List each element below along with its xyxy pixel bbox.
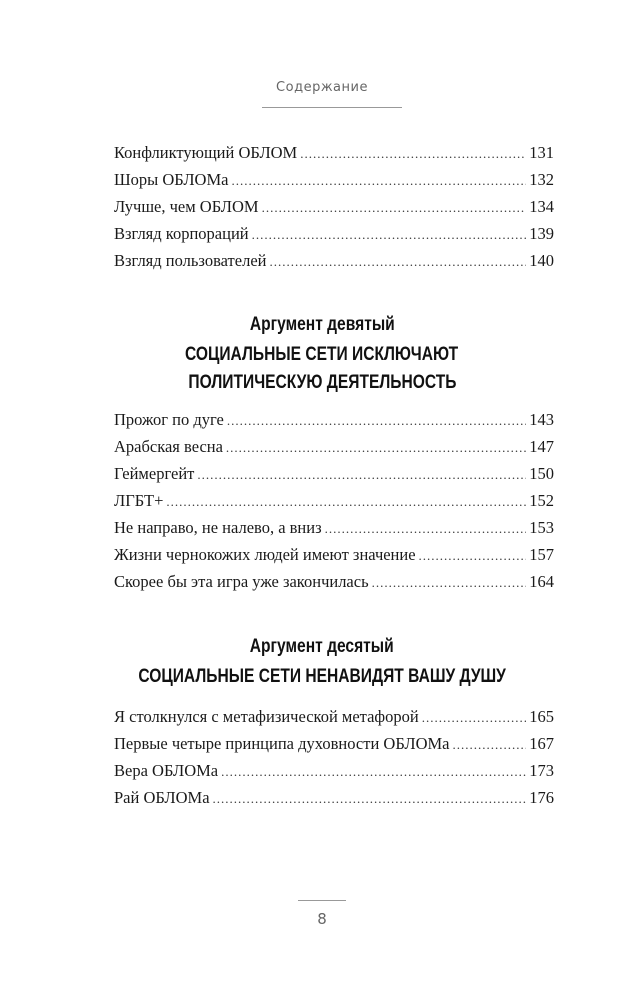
toc-leader-dots (419, 542, 527, 569)
toc-entry[interactable] (114, 730, 554, 757)
argument9-title-line1-text: СОЦИАЛЬНЫЕ СЕТИ ИСКЛЮЧАЮТ (185, 344, 459, 365)
toc-leader-dots (252, 221, 527, 248)
toc-entry-title: ЛГБТ+ (114, 491, 164, 510)
toc-leader-dots (213, 785, 527, 812)
toc-list-argument9 (114, 406, 554, 595)
toc-entry[interactable] (114, 703, 554, 730)
toc-leader-dots (197, 461, 526, 488)
toc-entry[interactable] (114, 247, 554, 274)
toc-entry-page: 167 (529, 734, 554, 753)
running-head-rule (262, 107, 402, 108)
folio-rule (298, 900, 346, 901)
toc-entry[interactable] (114, 784, 554, 811)
toc-entry[interactable] (114, 193, 554, 220)
toc-entry-title: Рай ОБЛОМа (114, 788, 210, 807)
toc-entry[interactable] (114, 460, 554, 487)
argument9-title-line1 (0, 341, 644, 368)
toc-entry-page: 140 (529, 251, 554, 270)
toc-entry[interactable] (114, 514, 554, 541)
running-head: Содержание (276, 80, 368, 95)
argument10-title (0, 663, 644, 690)
toc-leader-dots (372, 569, 527, 596)
toc-entry[interactable] (114, 568, 554, 595)
toc-entry-title: Взгляд корпораций (114, 224, 249, 243)
toc-leader-dots (166, 488, 526, 515)
argument10-label-text: Аргумент десятый (250, 636, 394, 657)
toc-entry-title: Вера ОБЛОМа (114, 761, 219, 780)
toc-entry-title: Я столкнулся с метафизической метафорой (114, 707, 419, 726)
toc-entry[interactable] (114, 541, 554, 568)
toc-entry-page: 132 (529, 170, 554, 189)
toc-entry[interactable] (114, 166, 554, 193)
argument9-label (0, 311, 644, 338)
toc-entry[interactable] (114, 139, 554, 166)
toc-leader-dots (452, 731, 526, 758)
toc-entry-title: Геймергейт (114, 464, 195, 483)
toc-leader-dots (227, 407, 526, 434)
argument10-title-text: СОЦИАЛЬНЫЕ СЕТИ НЕНАВИДЯТ ВАШУ ДУШУ (138, 666, 506, 687)
toc-entry-page: 134 (529, 197, 554, 216)
argument10-label (0, 633, 644, 660)
toc-entry-title: Конфликтующий ОБЛОМ (114, 143, 298, 162)
toc-entry-page: 176 (529, 788, 554, 807)
toc-entry[interactable] (114, 433, 554, 460)
argument9-title-line2-text: ПОЛИТИЧЕСКУЮ ДЕЯТЕЛЬНОСТЬ (187, 372, 457, 393)
toc-leader-dots (226, 434, 526, 461)
toc-entry[interactable] (114, 757, 554, 784)
argument9-label-text: Аргумент девятый (249, 314, 395, 335)
page-number: 8 (317, 910, 327, 928)
toc-list-top (114, 139, 554, 274)
toc-entry-title: Прожог по дуге (114, 410, 224, 429)
toc-entry-title: Первые четыре принципа духовности ОБЛОМа (114, 734, 450, 753)
toc-entry-page: 164 (529, 572, 554, 591)
toc-entry-title: Арабская весна (114, 437, 223, 456)
toc-entry-page: 139 (529, 224, 554, 243)
toc-entry-page: 173 (529, 761, 554, 780)
toc-entry-page: 152 (529, 491, 554, 510)
toc-leader-dots (422, 704, 527, 731)
toc-entry-page: 153 (529, 518, 554, 537)
toc-entry[interactable] (114, 406, 554, 433)
toc-entry-page: 165 (529, 707, 554, 726)
toc-entry-title: Шоры ОБЛОМа (114, 170, 229, 189)
toc-entry-page: 143 (529, 410, 554, 429)
toc-entry-title: Взгляд пользователей (114, 251, 267, 270)
toc-entry-page: 147 (529, 437, 554, 456)
toc-entry[interactable] (114, 487, 554, 514)
toc-leader-dots (221, 758, 526, 785)
toc-entry[interactable] (114, 220, 554, 247)
toc-leader-dots (325, 515, 527, 542)
toc-entry-page: 150 (529, 464, 554, 483)
toc-leader-dots (262, 194, 527, 221)
toc-leader-dots (300, 140, 526, 167)
toc-entry-title: Не направо, не налево, а вниз (114, 518, 322, 537)
toc-entry-title: Жизни чернокожих людей имеют значение (114, 545, 416, 564)
toc-entry-page: 157 (529, 545, 554, 564)
toc-leader-dots (269, 248, 526, 275)
argument9-title-line2 (0, 369, 644, 396)
toc-leader-dots (231, 167, 526, 194)
toc-entry-title: Лучше, чем ОБЛОМ (114, 197, 259, 216)
toc-list-argument10 (114, 703, 554, 811)
toc-entry-page: 131 (529, 143, 554, 162)
toc-entry-title: Скорее бы эта игра уже закончилась (114, 572, 369, 591)
